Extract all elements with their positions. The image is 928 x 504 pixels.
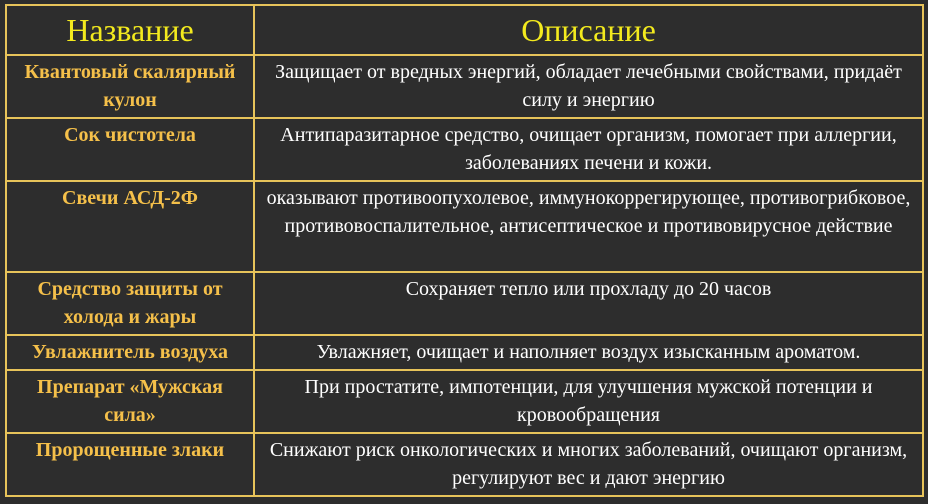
header-description: Описание xyxy=(254,5,923,55)
product-name: Свечи АСД-2Ф xyxy=(6,181,254,272)
header-row xyxy=(6,5,923,55)
header-name: Название xyxy=(6,5,254,55)
table-row xyxy=(6,272,923,335)
product-description: Снижают риск онкологических и многих заболеваний, очищают организм, регулируют вес и дают энергию xyxy=(254,433,923,496)
product-description: Защищает от вредных энергий, обладает лечебными свойствами, придаёт силу и энергию xyxy=(254,55,923,118)
product-description: Антипаразитарное средство, очищает организм, помогает при аллергии, заболеваниях печени и кожи. xyxy=(254,118,923,181)
table-row xyxy=(6,335,923,370)
table-row xyxy=(6,55,923,118)
product-name: Средство защиты от холода и жары xyxy=(6,272,254,335)
product-name: Сок чистотела xyxy=(6,118,254,181)
product-description: Сохраняет тепло или прохладу до 20 часов xyxy=(254,272,923,335)
table-row xyxy=(6,370,923,433)
product-name: Препарат «Мужская сила» xyxy=(6,370,254,433)
product-name: Квантовый скалярный кулон xyxy=(6,55,254,118)
products-table xyxy=(5,4,924,497)
product-description: оказывают противоопухолевое, иммунокоррегирующее, противогрибковое, противовоспалительное, антисептическое и противовирусное действие xyxy=(254,181,923,272)
table-row xyxy=(6,118,923,181)
table-row xyxy=(6,433,923,496)
product-description: Увлажняет, очищает и наполняет воздух изысканным ароматом. xyxy=(254,335,923,370)
product-description: При простатите, импотенции, для улучшения мужской потенции и кровообращения xyxy=(254,370,923,433)
product-name: Увлажнитель воздуха xyxy=(6,335,254,370)
product-name: Пророщенные злаки xyxy=(6,433,254,496)
table-row xyxy=(6,181,923,272)
